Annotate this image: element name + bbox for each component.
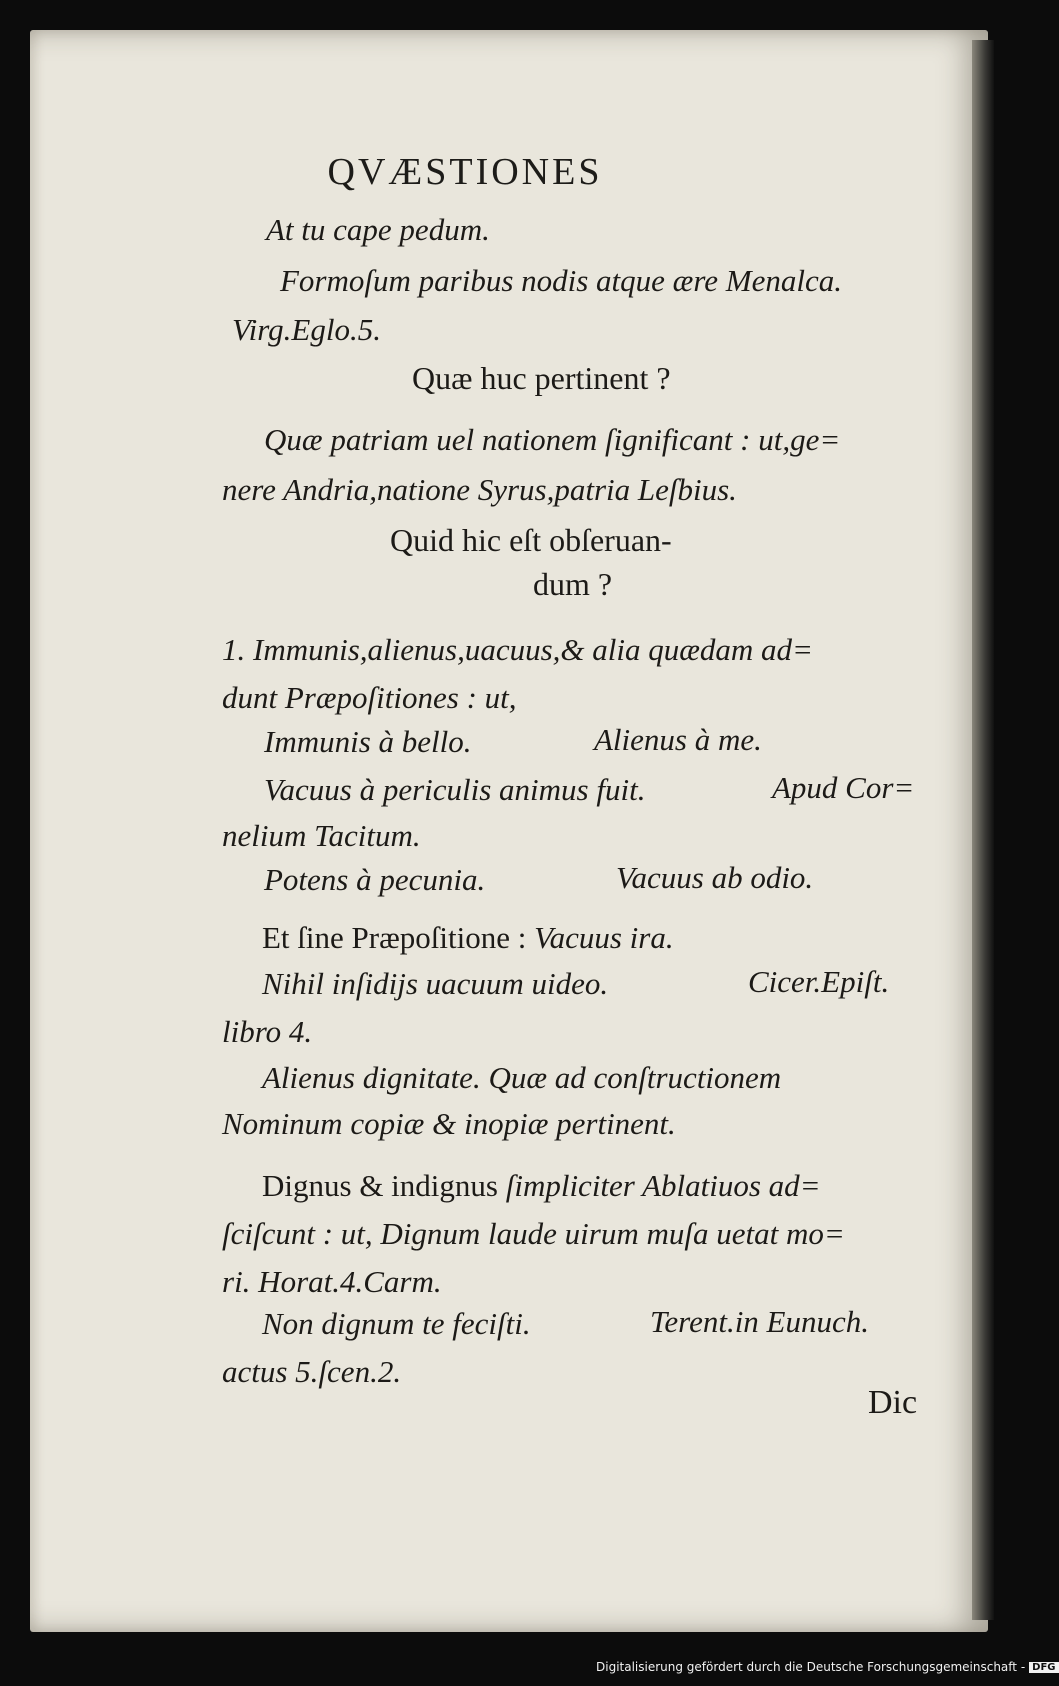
section-heading: dum ?: [533, 566, 613, 602]
text-line: Quæ patriam uel nationem ſignificant : ut,ge=: [264, 422, 841, 457]
text-line: Cicer.Epiſt.: [748, 964, 890, 999]
dfg-logo: DFG: [1029, 1662, 1058, 1673]
text-line: Apud Cor=: [772, 770, 915, 805]
text-line: Immunis à bello.: [264, 724, 472, 759]
text-line: At tu cape pedum.: [266, 212, 490, 247]
text-line: nere Andria,natione Syrus,patria Leſbius.: [222, 472, 737, 507]
credit-text: Digitalisierung gefördert durch die Deutsche Forschungsgemeinschaft -: [596, 1660, 1026, 1674]
text-line: ſciſcunt : ut, Dignum laude uirum muſa uetat mo=: [222, 1216, 845, 1251]
text-line: dunt Præpoſitiones : ut,: [222, 680, 517, 715]
text-span: Vacuus ira.: [534, 920, 674, 955]
text-line: Nihil inſidijs uacuum uideo.: [262, 966, 609, 1001]
text-span: ſimpliciter Ablatiuos ad=: [505, 1168, 821, 1203]
digitization-credit: [596, 1660, 1059, 1674]
text-span: Et ſine Præpoſitione :: [262, 920, 535, 955]
text-line: Vacuus à periculis animus fuit.: [264, 772, 646, 807]
text-line: Potens à pecunia.: [264, 862, 486, 897]
text-line: libro 4.: [222, 1014, 313, 1049]
text-line: Vacuus ab odio.: [616, 860, 814, 895]
section-heading: Quid hic eſt obſeruan-: [390, 522, 672, 558]
text-line: actus 5.ſcen.2.: [222, 1354, 402, 1389]
running-header: QVÆSTIONES: [327, 151, 603, 193]
text-line: Alienus dignitate. Quæ ad conſtructionem: [262, 1060, 782, 1095]
catchword: Dic: [868, 1384, 918, 1421]
page-edge: [972, 40, 994, 1620]
text-line: nelium Tacitum.: [222, 818, 421, 853]
section-heading: Quæ huc pertinent ?: [412, 360, 671, 396]
text-line: [262, 920, 674, 956]
text-line: Virg.Eglo.5.: [232, 312, 381, 347]
text-line: Nominum copiæ & inopiæ pertinent.: [222, 1106, 676, 1141]
text-line: Non dignum te feciſti.: [262, 1306, 531, 1341]
text-line: Formoſum paribus nodis atque ære Menalca.: [280, 263, 842, 298]
text-line: [262, 1168, 821, 1204]
text-line: Alienus à me.: [594, 722, 762, 757]
text-line: ri. Horat.4.Carm.: [222, 1264, 442, 1299]
text-span: Dignus & indignus: [262, 1168, 506, 1203]
text-line: 1. Immunis,alienus,uacuus,& alia quædam ad=: [222, 632, 813, 667]
text-line: Terent.in Eunuch.: [650, 1304, 869, 1339]
